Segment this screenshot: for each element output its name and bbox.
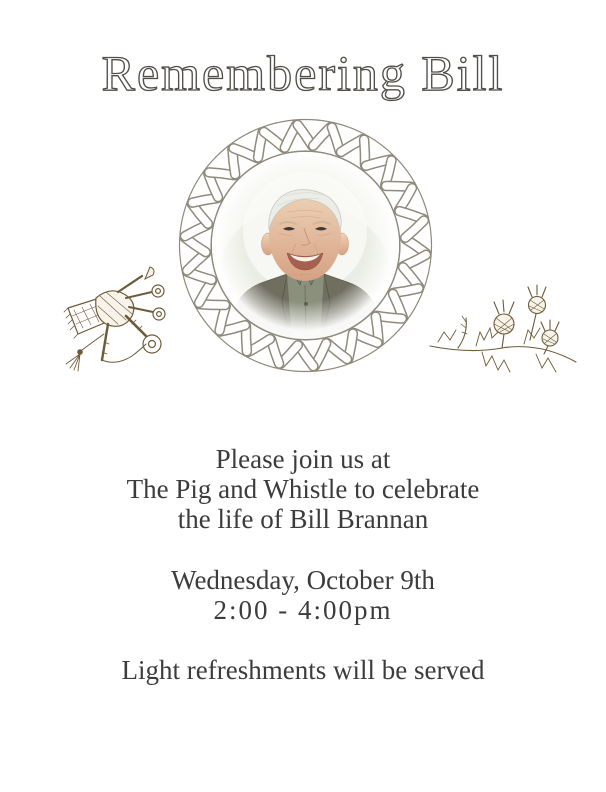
bagpipes-art <box>64 267 165 371</box>
event-time: 2:00 - 4:00pm <box>213 595 393 625</box>
page-title: Remembering Bill <box>101 45 505 101</box>
portrait-art <box>212 152 399 339</box>
invitation-line-2: The Pig and Whistle to celebrate <box>126 474 480 504</box>
event-details <box>0 565 606 625</box>
invitation-text <box>0 444 606 534</box>
celtic-knot-ring <box>178 118 433 373</box>
thistle-art <box>430 285 576 372</box>
thistle-illustration <box>424 282 582 390</box>
footer-text: Light refreshments will be served <box>121 655 485 685</box>
portrait-photo <box>211 151 400 340</box>
portrait-figure <box>212 152 399 339</box>
page-title-art <box>0 0 606 112</box>
invitation-line-1: Please join us at <box>215 444 391 474</box>
event-date: Wednesday, October 9th <box>171 565 435 595</box>
footer-note <box>0 655 606 685</box>
invitation-line-3: the life of Bill Brannan <box>177 504 429 534</box>
bagpipes-illustration <box>56 264 180 388</box>
